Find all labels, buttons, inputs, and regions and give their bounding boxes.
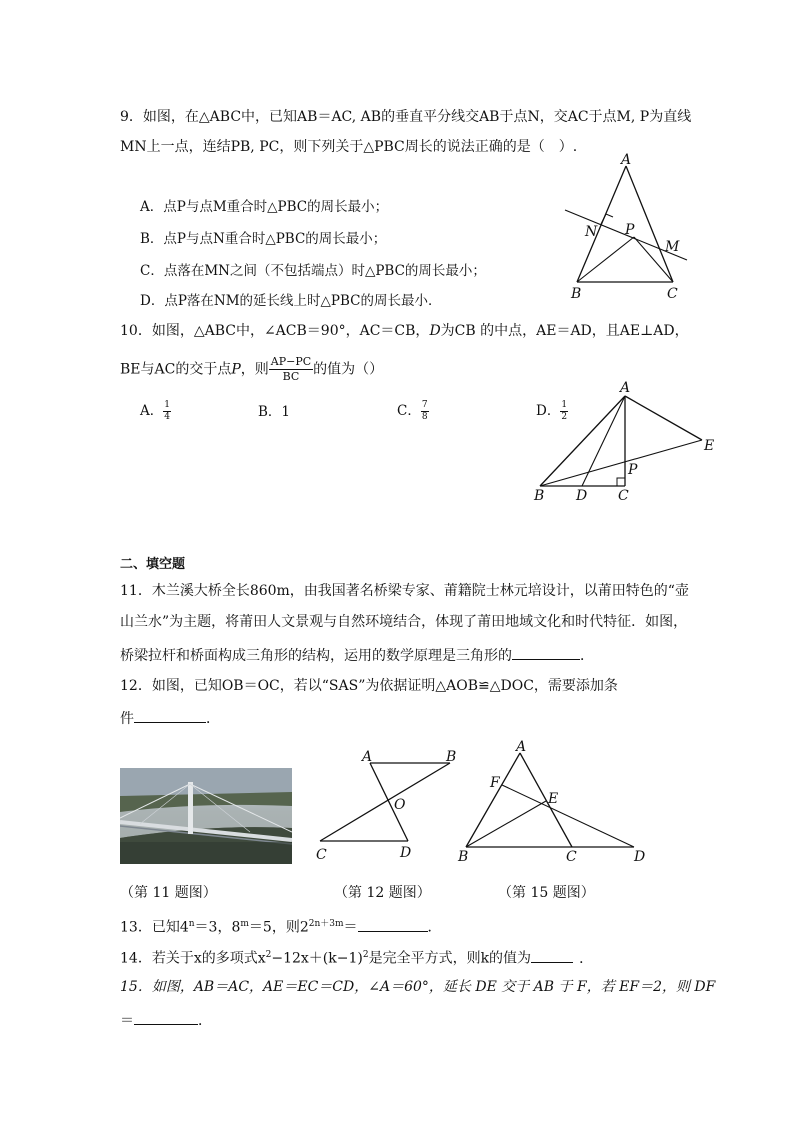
q10-line1-text-b: 为CB 的中点，AE＝AD，且AE⊥AD， [440,323,689,339]
q12-label-o: O [394,797,406,813]
caption-15: （第 15 题图） [498,885,595,901]
q14-line [120,946,593,968]
q10-option-d-num: 1 [561,400,568,410]
q10-frac-den: BC [282,370,300,383]
q9-figure [555,150,705,305]
q10-option-d-den: 2 [561,412,568,422]
q15-label-a: A [516,739,527,755]
q9-label-b: B [571,286,582,302]
q12-label-c: C [316,847,327,863]
q14-answer-blank[interactable] [531,948,573,963]
q15-answer-blank[interactable] [134,1010,198,1025]
q10-line2 [120,355,383,384]
q10-var-p: P [231,361,241,378]
q14-text-b: −12x＋(k−1) [271,950,363,967]
q10-label-c: C [618,488,629,504]
q9-line2: MN上一点，连结PB, PC，则下列关于△PBC周长的说法正确的是（ ）. [120,139,578,155]
q10-label-b: B [534,488,545,504]
q10-option-c [397,400,429,423]
q15-line2 [120,1010,212,1030]
q15-line1: 15．如图，AB＝AC，AE＝EC＝CD，∠A＝60°，延长 DE 交于 AB 于 F，若 EF＝2，则 DF [120,979,716,995]
q12-label-a: A [362,749,373,765]
q15-line2-text: ＝ [120,1013,134,1029]
q12-line1: 12．如图，已知OB＝OC，若以“SAS”为依据证明△AOB≌△DOC，需要添加条 [120,678,618,694]
q11-line2: 山兰水”为主题，将莆田人文景观与自然环境结合，体现了莆田地域文化和时代特征．如图， [120,614,688,630]
q10-option-b [258,403,290,421]
q10-label-p: P [628,462,638,478]
q14-text-c: 是完全平方式，则k的值为 [368,950,532,967]
q10-label-a: A [620,380,631,396]
q10-option-a [140,400,171,423]
q12-line2 [120,708,220,728]
caption-12: （第 12 题图） [334,885,431,901]
q12-label-d: D [400,845,412,861]
q10-line1 [120,322,689,340]
q10-option-b-letter: B．1 [258,404,291,420]
q10-option-d-letter: D． [536,403,561,419]
q13-text-end: ． [427,919,442,936]
q10-line2-text-c: 的值为（） [313,361,384,378]
q14-sup-1: 2 [265,950,272,960]
q9-option-c: C．点落在MN之间（不包括端点）时△PBC的周长最小； [140,263,486,279]
q12-line2-end: ． [206,711,220,727]
q15-label-e: E [548,791,559,807]
q11-line3-end: ． [580,648,594,664]
q13-text-d: ＝ [343,919,358,936]
q13-line [120,915,442,937]
q15-label-d: D [634,849,646,865]
q9-label-n: N [585,224,598,240]
q15-label-b: B [458,849,469,865]
q14-text-a: 14．若关于x的多项式x [120,950,266,967]
q13-sup-1: n [188,919,195,929]
q9-option-b: B．点P与点N重合时△PBC的周长最小； [140,231,387,247]
q10-var-d: D [429,323,441,339]
q10-line2-text-a: BE与AC的交于点 [120,361,232,378]
q14-text-end: ． [579,950,594,967]
q10-option-c-letter: C． [397,403,421,419]
q13-answer-blank[interactable] [358,917,428,932]
q9-label-c: C [667,286,678,302]
caption-11: （第 11 题图） [120,885,217,901]
q10-label-d: D [576,488,588,504]
q9-line1: 9．如图，在△ABC中，已知AB＝AC, AB的垂直平分线交AB于点N，交AC于点M, P为直线 [120,109,692,125]
q15-label-f: F [490,775,500,791]
q10-figure [530,378,720,506]
q10-option-a-num: 1 [164,400,170,410]
q10-option-c-frac [421,400,429,423]
q13-text-c: ＝5，则2 [248,919,309,936]
q13-text-b: ＝3，8 [194,919,241,936]
q10-frac-num: AP−PC [270,355,312,368]
q10-label-e: E [704,438,715,454]
q13-sup-2: m [240,919,249,929]
q10-option-a-den: 4 [164,412,170,422]
q11-line3 [120,645,594,665]
q14-sup-2: 2 [362,950,369,960]
q10-option-c-den: 8 [421,412,428,422]
q12-figure [310,745,470,870]
q10-option-a-frac [163,400,171,423]
q9-label-a: A [621,152,632,168]
q15-line2-end: ． [198,1013,212,1029]
q11-line1: 11．木兰溪大桥全长860m，由我国著名桥梁专家、莆籍院士林元培设计，以莆田特色的“壶 [120,583,689,599]
q10-fraction [269,355,313,384]
q15-figure [450,735,660,870]
q12-line2-text: 件 [120,711,134,727]
section-2-title: 二、填空题 [120,557,186,572]
q13-sup-3: 2n＋3m [308,919,344,929]
q11-answer-blank[interactable] [512,645,580,660]
q10-option-a-letter: A． [140,403,164,419]
q10-option-c-num: 7 [421,400,428,410]
q15-label-c: C [566,849,577,865]
q12-answer-blank[interactable] [134,708,206,723]
q13-text-a: 13．已知4 [120,919,189,936]
q9-option-a: A．点P与点M重合时△PBC的周长最小； [140,199,389,215]
q9-option-d: D．点P落在NM的延长线上时△PBC的周长最小． [140,293,442,309]
q11-line3-text: 桥梁拉杆和桥面构成三角形的结构，运用的数学原理是三角形的 [120,648,512,664]
q10-line2-text-b: ，则 [240,361,269,378]
q9-label-p: P [625,222,635,238]
q12-label-b: B [446,749,457,765]
q9-label-m: M [665,239,680,255]
bridge-photo [120,768,292,864]
q10-line1-text-a: 10．如图，△ABC中，∠ACB＝90°，AC＝CB， [120,323,430,339]
